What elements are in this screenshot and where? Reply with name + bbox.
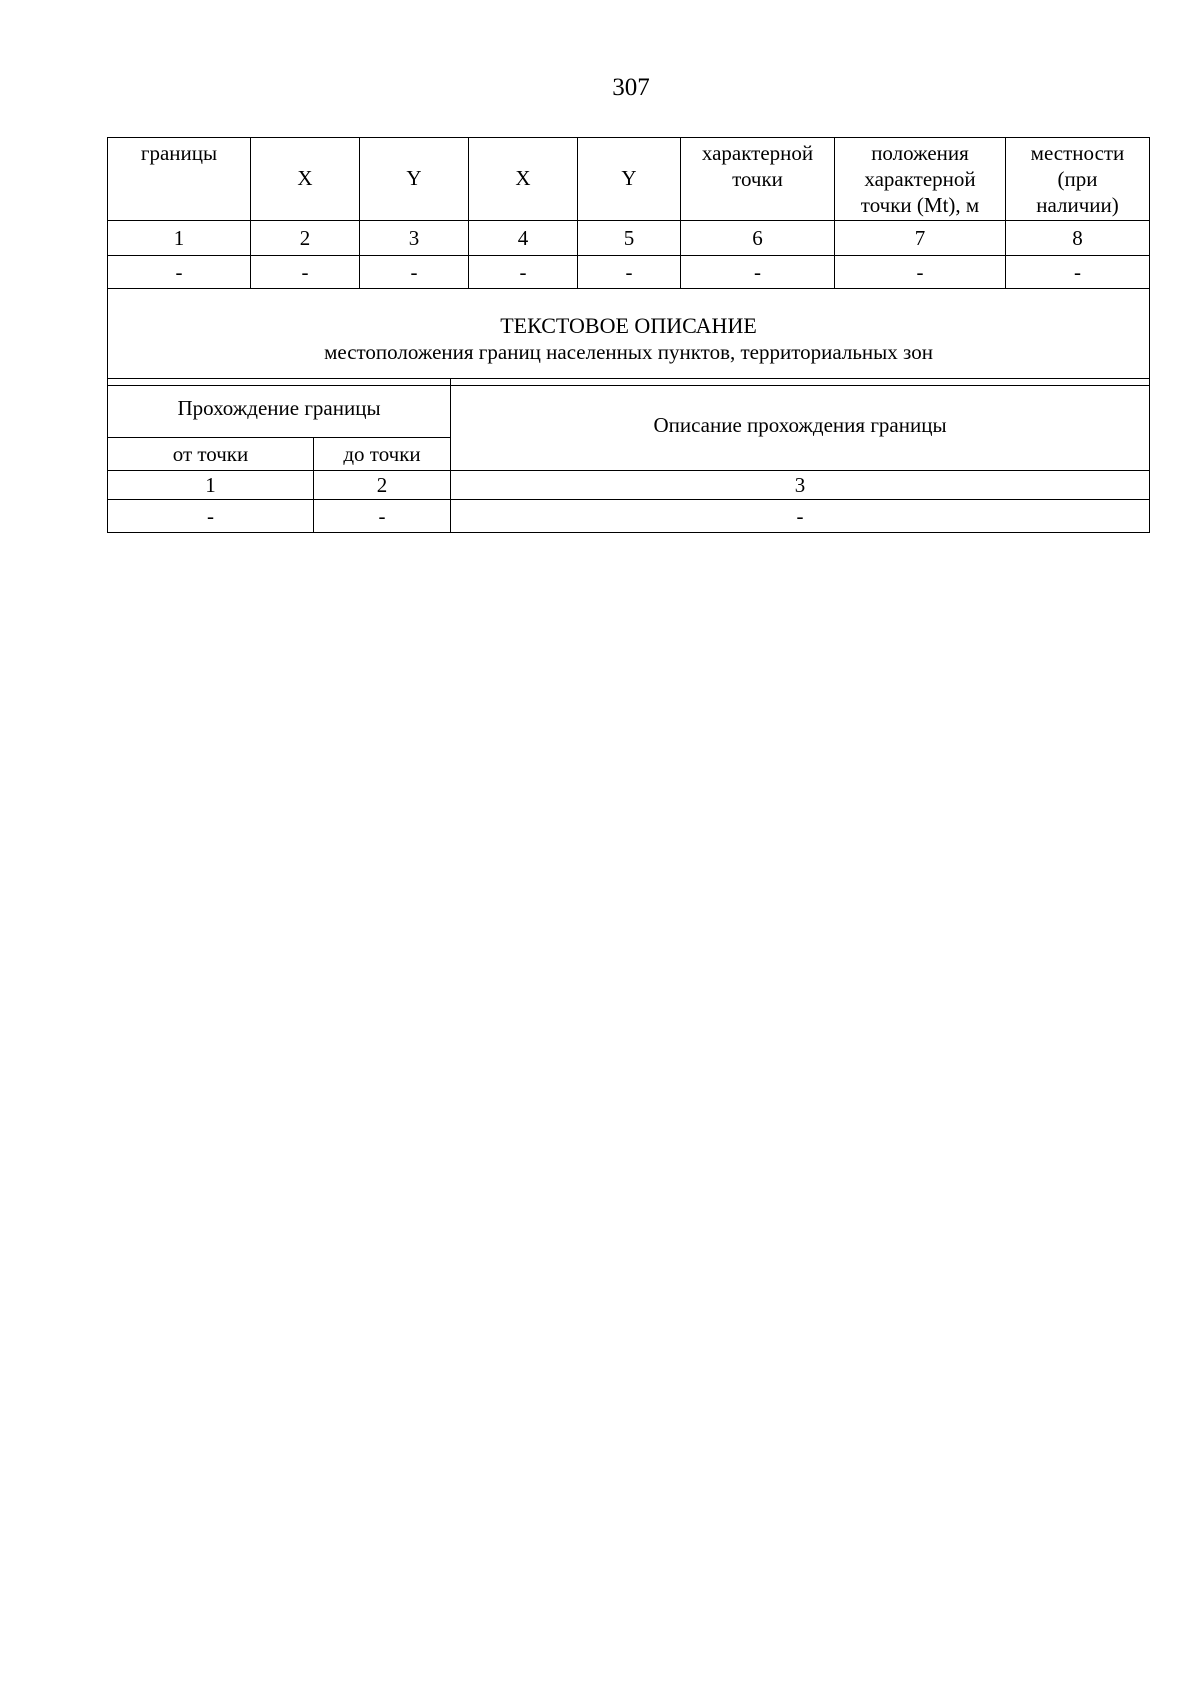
- header-position-accuracy: [835, 138, 1006, 221]
- number-cell: 1: [108, 471, 314, 500]
- data-cell: -: [451, 500, 1150, 533]
- number-cell: 4: [469, 221, 578, 256]
- data-cell: -: [360, 256, 469, 289]
- header-x-1: X: [251, 138, 360, 221]
- number-cell: 2: [314, 471, 451, 500]
- data-cell: -: [108, 256, 251, 289]
- page-number: 307: [612, 74, 650, 101]
- text-description-row: [108, 289, 1150, 386]
- header-terrain-line1: местности: [1030, 141, 1125, 165]
- header-terrain: [1006, 138, 1150, 221]
- boundary-passage-table: [107, 378, 1150, 533]
- number-cell: 3: [360, 221, 469, 256]
- number-cell: 1: [108, 221, 251, 256]
- number-cell: 2: [251, 221, 360, 256]
- data-cell: -: [469, 256, 578, 289]
- number-cell: 6: [681, 221, 835, 256]
- header-characteristic-point-line1: характерной: [701, 141, 814, 165]
- header-boundary: границы: [108, 138, 251, 221]
- header-y-2: Y: [578, 138, 681, 221]
- data-cell: -: [314, 500, 451, 533]
- header-terrain-line3: наличии): [1036, 193, 1119, 217]
- coordinates-header-row: [108, 138, 1150, 221]
- header-characteristic-point: [681, 138, 835, 221]
- header-characteristic-point-line2: точки: [732, 167, 783, 191]
- from-point-header: от точки: [108, 438, 314, 471]
- text-description-subtitle: местоположения границ населенных пунктов, территориальных зон: [324, 340, 933, 364]
- header-position-accuracy-line1: положения: [871, 141, 969, 165]
- header-position-accuracy-line2: характерной: [864, 167, 976, 191]
- number-cell: 8: [1006, 221, 1150, 256]
- boundary-passage-header: Прохождение границы: [108, 379, 451, 438]
- boundary-number-row: [108, 471, 1150, 500]
- data-cell: -: [681, 256, 835, 289]
- header-position-accuracy-line3: точки (Mt), м: [860, 193, 980, 217]
- boundary-header-row: [108, 379, 1150, 438]
- data-cell: -: [251, 256, 360, 289]
- text-description-cell: [108, 289, 1150, 386]
- coordinates-table: [107, 137, 1150, 386]
- boundary-data-row: [108, 500, 1150, 533]
- data-cell: -: [578, 256, 681, 289]
- number-cell: 3: [451, 471, 1150, 500]
- coordinates-number-row: [108, 221, 1150, 256]
- data-cell: -: [835, 256, 1006, 289]
- to-point-header: до точки: [314, 438, 451, 471]
- number-cell: 5: [578, 221, 681, 256]
- data-cell: -: [108, 500, 314, 533]
- coordinates-data-row: [108, 256, 1150, 289]
- header-x-2: X: [469, 138, 578, 221]
- number-cell: 7: [835, 221, 1006, 256]
- data-cell: -: [1006, 256, 1150, 289]
- header-terrain-line2: (при: [1057, 167, 1098, 191]
- text-description-title: ТЕКСТОВОЕ ОПИСАНИЕ: [500, 313, 757, 338]
- header-y-1: Y: [360, 138, 469, 221]
- boundary-description-header: Описание прохождения границы: [451, 379, 1150, 471]
